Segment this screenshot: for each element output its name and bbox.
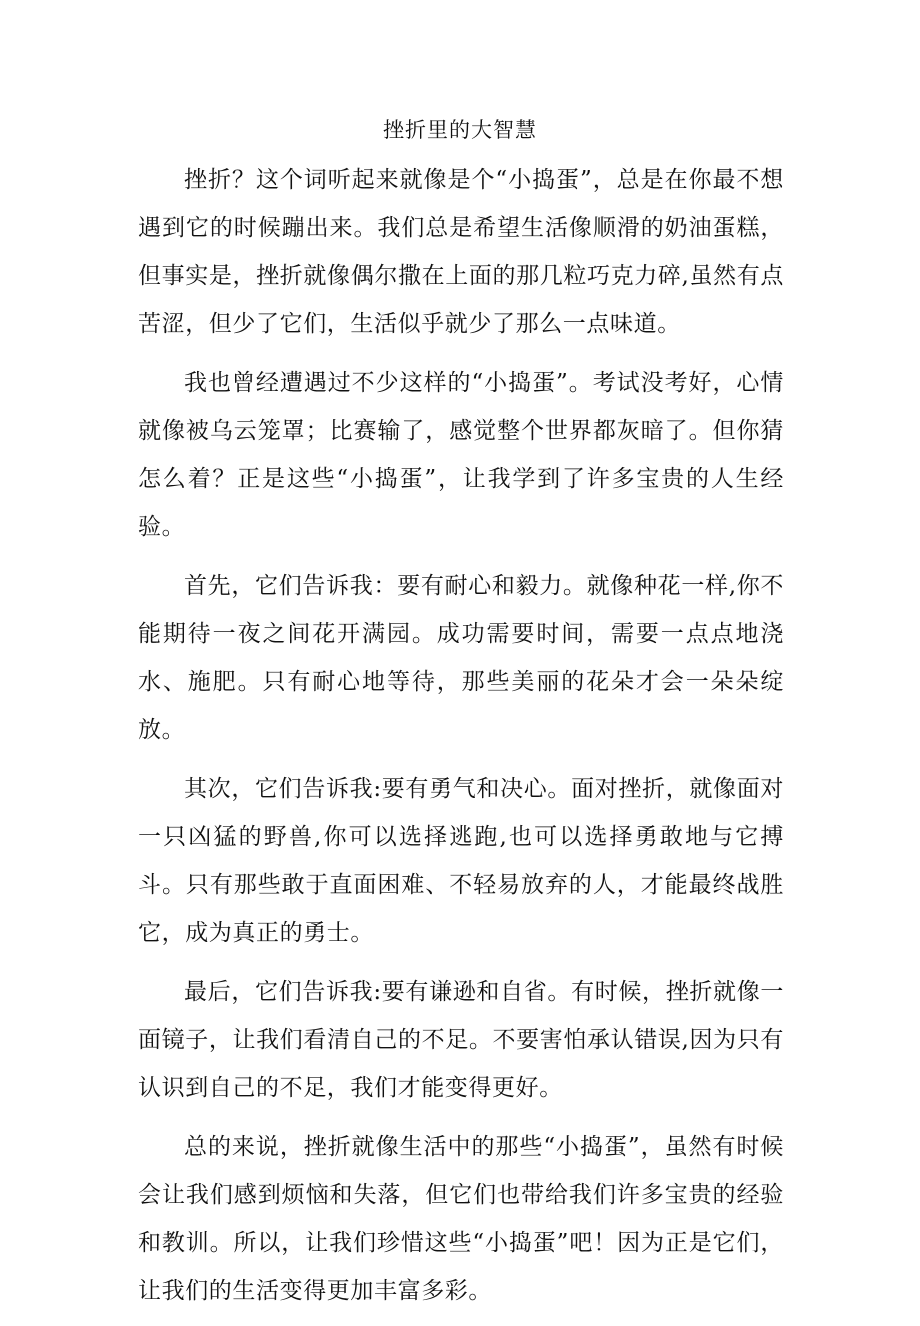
paragraph-5: 最后，它们告诉我:要有谦逊和自省。有时候，挫折就像一面镜子，让我们看清自己的不足。不要害怕承认错误,因为只有认识到自己的不足，我们才能变得更好。 [138, 979, 784, 1101]
document-title: 挫折里的大智慧 [383, 118, 537, 142]
paragraph-4: 其次，它们告诉我:要有勇气和决心。面对挫折，就像面对一只凶猛的野兽,你可以选择逃跑,也可以选择勇敢地与它搏斗。只有那些敢于直面困难、不轻易放弃的人，才能最终战胜它，成为真正的勇士。 [138, 776, 784, 946]
document-body [138, 156, 784, 1326]
paragraph-2: 我也曾经遭遇过不少这样的“小捣蛋”。考试没考好，心情就像被乌云笼罩；比赛输了，感觉整个世界都灰暗了。但你猜怎么着？正是这些“小捣蛋”，让我学到了许多宝贵的人生经验。 [138, 370, 784, 540]
paragraph-6: 总的来说，挫折就像生活中的那些“小捣蛋”，虽然有时候会让我们感到烦恼和失落，但它们也带给我们许多宝贵的经验和教训。所以，让我们珍惜这些“小捣蛋”吧！因为正是它们，让我们的生活变得更加丰富多彩。 [138, 1134, 784, 1304]
paragraph-1: 挫折？这个词听起来就像是个“小捣蛋”，总是在你最不想遇到它的时候蹦出来。我们总是希望生活像顺滑的奶油蛋糕，但事实是，挫折就像偶尔撒在上面的那几粒巧克力碎,虽然有点苦涩，但少了它们，生活似乎就少了那么一点味道。 [138, 167, 784, 337]
paragraph-3: 首先，它们告诉我：要有耐心和毅力。就像种花一样,你不能期待一夜之间花开满园。成功需要时间，需要一点点地浇水、施肥。只有耐心地等待，那些美丽的花朵才会一朵朵绽放。 [138, 573, 784, 743]
